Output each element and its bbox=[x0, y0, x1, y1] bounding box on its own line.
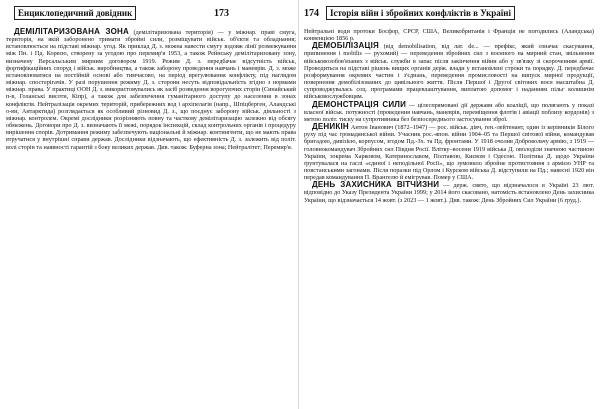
entry bbox=[304, 123, 594, 181]
entry bbox=[304, 181, 594, 203]
right-page-header bbox=[304, 6, 594, 20]
entry-text: — цілеспрямовані дії держави або коаліції, що полягають у показі власної військ. потужності (проведення навчань, маневрів, переміщення флотів і авіації поблизу кордонів) з метою політ. тиску на супротивника без безпосереднього застосування зброї. bbox=[304, 101, 594, 123]
entry-headword: ДЕНИКІН bbox=[312, 122, 349, 132]
entry-text: Нейтральні води протоки Босфор, СРСР, США, Великобританія і Франція не погодились (Аландська) конвенцією 1856 р. bbox=[304, 28, 594, 43]
entry-continuation bbox=[304, 28, 594, 42]
left-page bbox=[6, 0, 296, 409]
page-number: 173 bbox=[214, 7, 229, 19]
entry-text: (демілітаризована територія) — у міжнар. праві смуга, територія, на якій заборонено тримати збройні сили, розміщувати військ. об'єкти та обладнання; встановлюється на підставі міжнар. угод. Як приклад Д. з. можна навести смугу вздовж лінії розмежування між Пн. і Пд. Кореєю, створену за угодою про перемир'я 1953, а також Рейнську демілітаризовану зону, визначену Версальським мирним договором 1919. Режим Д. з. передбачає відсутність військ, фортифікаційних споруд і військ. виробництва, а також заборону проведення навчань і маневрів. Д. з. може встановлюватися на постійній основі або тимчасово, на період врегулювання конфлікту, під наглядом міжнар. спостерігачів. У разі порушення режиму Д. з. сторони несуть відповідальність згідно з нормами міжнар. права. У практиці ООН Д. з. використовувались як засіб розведення ворогуючих сторін (Синайський п-в, Голанські висоти, Кіпр), а також для забезпечення гуманітарного доступу до населення в зонах конфліктів. Нейтралізація окремих територій, прибережних вод і архіпелагів (напр., Шпіцберген, Аландські о-ви, Антарктида) розглядається як особливий різновид Д. з., що поєднує заборону військ. діяльності з міжнар. контролем. Окремі дослідники розрізняють повну та часткову демілітаризацію залежно від обсягу обмежень. Договори про Д. з. визначають її межі, порядок інспекцій, склад контрольних органів і процедуру вирішення спорів. Дотримання режиму забезпечують національні й міжнар. контингенти, що не мають права втручатися у внутрішні справи держав. Дослідники відзначають, що ефективність Д. з. залежить від політ. волі сторін та наявності гарантій з боку великих держав. Див. також: Буферна зона; Нейтралітет; Перемир'я. bbox=[6, 29, 296, 151]
entry-headword: ДЕНЬ ЗАХИСНИКА ВІТЧИЗНИ bbox=[312, 180, 440, 190]
page-number: 174 bbox=[304, 7, 319, 19]
entry bbox=[6, 28, 296, 151]
right-page-body bbox=[304, 28, 594, 405]
entry-headword: ДЕМОБІЛІЗАЦІЯ bbox=[312, 41, 379, 51]
entry-headword: ДЕМІЛІТАРИЗОВАНА ЗОНА bbox=[14, 28, 129, 36]
left-page-body bbox=[6, 28, 296, 405]
entry-text: Антон Іванович (1872–1947) — рос. військ. діяч, ген.-лейтенант, один із керівників Білого руху під час громадянської війни. Учасник рос.-япон. війни 1904–05 та Першої світової війни, командував бригадою, дивізією, корпусом, згодом Пд.-Зх. та Пд. фронтами. У 1918 очолив Добровольчу армію, з 1919 — головнокомандувач Збройних сил Півдня Росії. Влітку–восени 1919 війська Д. оволоділи значною частиною України, зокрема Харковом, Катеринославом, Полтавою, Києвом і Одесою. Політика Д. щодо України ґрунтувалася на гаслі «єдиної і неподільної Росії», що зумовило збройне протистояння з армією УНР та повстанськими загонами. Після поразки під Орлом і Курском війська Д. відступили на Пд.; навесні 1920 він передав командування П. Врангелю й емігрував. Помер у США. bbox=[304, 124, 594, 182]
entry-text: (від demobilisation, від лат. de... — префікс, який означає скасування, припинення і mobilis — рухомий) — переведення збройних сил з воєнного на мирний стан, звільнення військовозобов'язаних з військ. служби в запас після закінчення війни або у зв'язку зі скороченням армії. Проводиться на підставі рішень вищих органів держ. влади у встановлені строки та порядку. Д. передбачає розформування окремих частин і з'єднань, переведення промисловості на випуск мирної продукції, повернення демобілізованих до цивільного життя. Після Першої і Другої світових воєн масштабна Д. супроводжувалась соц. програмами працевлаштування, виплатою допомог і наданням пільг колишнім військовослужбовцям. bbox=[304, 43, 594, 101]
entry bbox=[304, 101, 594, 123]
left-page-header bbox=[6, 6, 296, 20]
running-title: Енциклопедичний довідник bbox=[14, 6, 136, 20]
right-page bbox=[304, 0, 594, 409]
entry-text: — держ. свято, що відзначалося в Україні 23 лют. відповідно до Указу Президента України 1999; у 2014 його скасовано, натомість встановлено День захисника України, що відзначається 14 жовт. (з 2023 — 1 жовт.). Див. також: День Збройних Сил України (6 груд.). bbox=[304, 182, 594, 204]
running-title: Історія війн і збройних конфліктів в Україні bbox=[326, 6, 515, 20]
page-gutter bbox=[298, 0, 299, 409]
entry-headword: ДЕМОНСТРАЦІЯ СИЛИ bbox=[312, 99, 407, 109]
entry bbox=[304, 42, 594, 100]
